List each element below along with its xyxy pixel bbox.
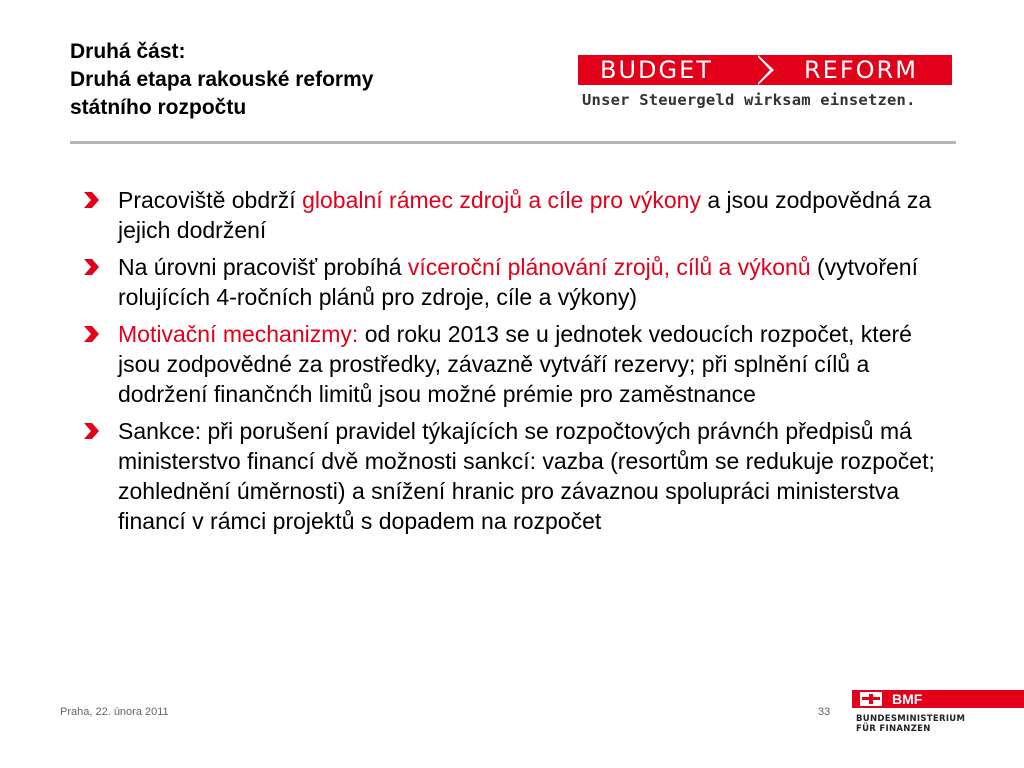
logo-word-reform: REFORM (804, 56, 918, 84)
bmf-line-1: BUNDESMINISTERIUM (856, 714, 966, 724)
slide-title (70, 38, 510, 122)
body-text: Pracoviště obdrží (118, 187, 303, 213)
title-line: státního rozpočtu (70, 96, 247, 119)
body-text: Sankce: při porušení pravidel týkajících se rozpočtových právnćh předpisů má ministerstvo financí dvě možnosti sankcí: vazba (resortům se redukuje rozpočet; zohlednění úměrnosti) a snížení hranic pro závaznou spolupráci ministerstva financí v rámci projektů s dopadem na rozpočet (118, 418, 935, 534)
bullet-list (82, 185, 942, 543)
page-number: 33 (818, 706, 831, 718)
chevron-right-icon (82, 191, 100, 209)
title-line: Druhá část: (70, 40, 186, 63)
bullet-item (82, 416, 942, 536)
chevron-right-icon (82, 325, 100, 343)
emphasis-text: víceroční plánování zrojů, cílů a výkonů (407, 254, 811, 280)
eagle-icon (860, 692, 882, 706)
footer-location-date: Praha, 22. února 2011 (60, 706, 169, 718)
bullet-text (118, 418, 935, 534)
bmf-line-2: FÜR FINANZEN (856, 724, 931, 734)
title-line: Druhá etapa rakouské reformy (70, 68, 374, 91)
chevron-right-icon (82, 258, 100, 276)
logo-tagline: Unser Steuergeld wirksam einsetzen. (582, 91, 916, 109)
bullet-item (82, 252, 942, 312)
bmf-logo (852, 690, 1024, 734)
bullet-item (82, 185, 942, 245)
bullet-text (118, 254, 918, 310)
body-text: od roku 2013 se u jednotek vedoucích rozpočet, které jsou zodpovědné za prostředky, závazně vytváří rezervy; při splnění cílů a dodržení finančnćh limitů jsou možné prémie pro zaměstnance (118, 321, 912, 407)
body-text: (vytvoření rolujících 4-ročních plánů pro zdroje, cíle a výkony) (118, 254, 918, 310)
logo-arrow-inner-icon (756, 55, 770, 85)
header-divider (70, 141, 956, 144)
emphasis-text: globalní rámec zdrojů a cíle pro výkony (302, 187, 701, 213)
bullet-text (118, 321, 912, 407)
bmf-banner (852, 690, 1024, 708)
body-text: a jsou zodpovědná za jejich dodržení (118, 187, 932, 243)
bullet-text (118, 187, 931, 243)
bmf-abbr: BMF (892, 691, 923, 707)
bullet-item (82, 319, 942, 409)
chevron-right-icon (82, 422, 100, 440)
logo-word-budget: BUDGET (600, 56, 713, 84)
emphasis-text: Motivační mechanizmy: (118, 321, 359, 347)
bmf-fullname (856, 714, 965, 734)
body-text: Na úrovni pracovišť probíhá (118, 254, 408, 280)
budget-reform-logo (578, 47, 958, 115)
